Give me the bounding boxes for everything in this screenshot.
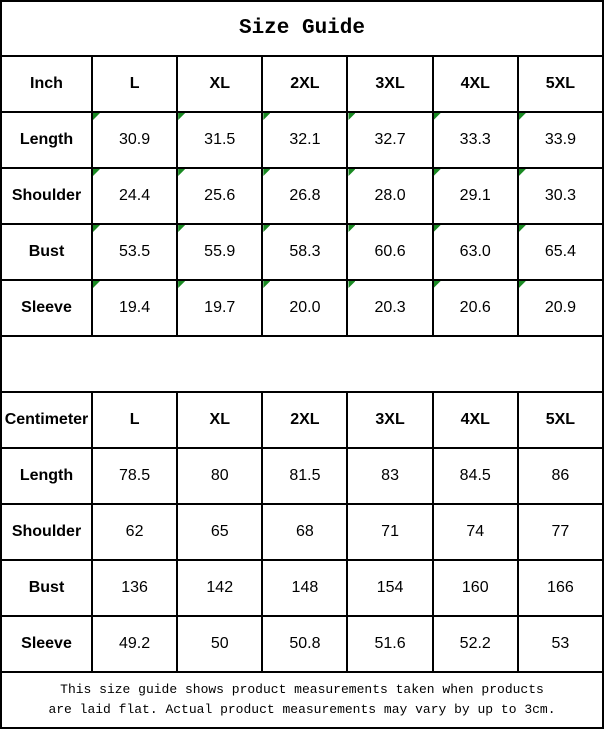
column-header: 4XL	[434, 393, 517, 447]
size-value-cell	[263, 113, 346, 167]
cell-value: 30.3	[544, 187, 576, 204]
corner-marker-icon	[434, 169, 441, 176]
size-value-cell: 142	[178, 561, 261, 615]
size-value-cell	[93, 225, 176, 279]
corner-marker-icon	[93, 113, 100, 120]
size-value-cell	[263, 281, 346, 335]
size-value-cell	[348, 113, 431, 167]
column-header: 2XL	[263, 57, 346, 111]
corner-marker-icon	[348, 225, 355, 232]
size-value-cell: 68	[263, 505, 346, 559]
size-value-cell	[93, 169, 176, 223]
size-value-cell	[263, 169, 346, 223]
corner-marker-icon	[263, 169, 270, 176]
size-value-cell: 86	[519, 449, 602, 503]
cell-value: 30.9	[119, 131, 151, 148]
cell-value: 63.0	[459, 243, 491, 260]
size-value-cell	[434, 281, 517, 335]
cell-value: 60.6	[374, 243, 406, 260]
footer-line-2: are laid flat. Actual product measurements may vary by up to 3cm.	[48, 702, 556, 717]
size-value-cell	[178, 169, 261, 223]
cell-value: 25.6	[204, 187, 236, 204]
cell-value: 33.9	[544, 131, 576, 148]
cell-value: 31.5	[204, 131, 236, 148]
unit-header-centimeter: Centimeter	[2, 393, 91, 447]
cell-value: 20.0	[289, 299, 321, 316]
row-label: Sleeve	[2, 617, 91, 671]
size-value-cell	[263, 225, 346, 279]
table-spacer	[2, 337, 602, 391]
corner-marker-icon	[348, 281, 355, 288]
column-header: XL	[178, 57, 261, 111]
corner-marker-icon	[93, 281, 100, 288]
size-value-cell: 51.6	[348, 617, 431, 671]
corner-marker-icon	[519, 281, 526, 288]
corner-marker-icon	[93, 225, 100, 232]
corner-marker-icon	[348, 113, 355, 120]
cell-value: 26.8	[289, 187, 321, 204]
size-value-cell	[519, 169, 602, 223]
column-header: 3XL	[348, 57, 431, 111]
size-value-cell: 166	[519, 561, 602, 615]
cell-value: 53.5	[119, 243, 151, 260]
corner-marker-icon	[434, 113, 441, 120]
size-value-cell: 78.5	[93, 449, 176, 503]
column-header: XL	[178, 393, 261, 447]
size-value-cell: 148	[263, 561, 346, 615]
cell-value: 20.9	[544, 299, 576, 316]
row-label: Bust	[2, 225, 91, 279]
column-header: 5XL	[519, 57, 602, 111]
size-value-cell	[348, 225, 431, 279]
size-value-cell: 52.2	[434, 617, 517, 671]
corner-marker-icon	[519, 169, 526, 176]
column-header: 3XL	[348, 393, 431, 447]
size-value-cell	[178, 225, 261, 279]
size-value-cell	[434, 225, 517, 279]
cell-value: 19.4	[119, 299, 151, 316]
size-value-cell: 62	[93, 505, 176, 559]
cell-value: 33.3	[459, 131, 491, 148]
cell-value: 29.1	[459, 187, 491, 204]
footer-line-1: This size guide shows product measurements taken when products	[60, 681, 544, 697]
unit-header-inch: Inch	[2, 57, 91, 111]
cell-value: 20.6	[459, 299, 491, 316]
size-value-cell: 80	[178, 449, 261, 503]
size-value-cell	[93, 113, 176, 167]
size-value-cell	[519, 113, 602, 167]
size-value-cell	[348, 281, 431, 335]
corner-marker-icon	[93, 169, 100, 176]
size-value-cell	[93, 281, 176, 335]
size-value-cell	[519, 225, 602, 279]
footer-note	[2, 673, 602, 727]
size-value-cell: 74	[434, 505, 517, 559]
cell-value: 55.9	[204, 243, 236, 260]
corner-marker-icon	[263, 281, 270, 288]
size-value-cell: 77	[519, 505, 602, 559]
corner-marker-icon	[434, 281, 441, 288]
cell-value: 28.0	[374, 187, 406, 204]
cell-value: 24.4	[119, 187, 151, 204]
size-value-cell: 49.2	[93, 617, 176, 671]
row-label: Length	[2, 449, 91, 503]
size-value-cell: 50	[178, 617, 261, 671]
corner-marker-icon	[348, 169, 355, 176]
row-label: Sleeve	[2, 281, 91, 335]
column-header: 4XL	[434, 57, 517, 111]
size-value-cell: 65	[178, 505, 261, 559]
size-value-cell: 71	[348, 505, 431, 559]
column-header: L	[93, 393, 176, 447]
column-header: 5XL	[519, 393, 602, 447]
corner-marker-icon	[519, 113, 526, 120]
corner-marker-icon	[178, 281, 185, 288]
size-value-cell: 84.5	[434, 449, 517, 503]
size-value-cell: 50.8	[263, 617, 346, 671]
cell-value: 20.3	[374, 299, 406, 316]
corner-marker-icon	[178, 113, 185, 120]
size-value-cell	[348, 169, 431, 223]
size-value-cell: 81.5	[263, 449, 346, 503]
size-value-cell	[434, 113, 517, 167]
row-label: Length	[2, 113, 91, 167]
size-value-cell: 53	[519, 617, 602, 671]
row-label: Shoulder	[2, 169, 91, 223]
page-title: Size Guide	[2, 2, 602, 55]
cell-value: 19.7	[204, 299, 236, 316]
cell-value: 32.1	[289, 131, 321, 148]
corner-marker-icon	[263, 225, 270, 232]
corner-marker-icon	[434, 225, 441, 232]
corner-marker-icon	[519, 225, 526, 232]
size-value-cell	[519, 281, 602, 335]
size-value-cell: 154	[348, 561, 431, 615]
size-value-cell: 136	[93, 561, 176, 615]
row-label: Bust	[2, 561, 91, 615]
size-value-cell: 83	[348, 449, 431, 503]
cell-value: 58.3	[289, 243, 321, 260]
size-value-cell	[434, 169, 517, 223]
corner-marker-icon	[263, 113, 270, 120]
cell-value: 65.4	[544, 243, 576, 260]
corner-marker-icon	[178, 225, 185, 232]
size-value-cell	[178, 281, 261, 335]
corner-marker-icon	[178, 169, 185, 176]
size-value-cell	[178, 113, 261, 167]
cell-value: 32.7	[374, 131, 406, 148]
row-label: Shoulder	[2, 505, 91, 559]
column-header: 2XL	[263, 393, 346, 447]
size-value-cell: 160	[434, 561, 517, 615]
column-header: L	[93, 57, 176, 111]
